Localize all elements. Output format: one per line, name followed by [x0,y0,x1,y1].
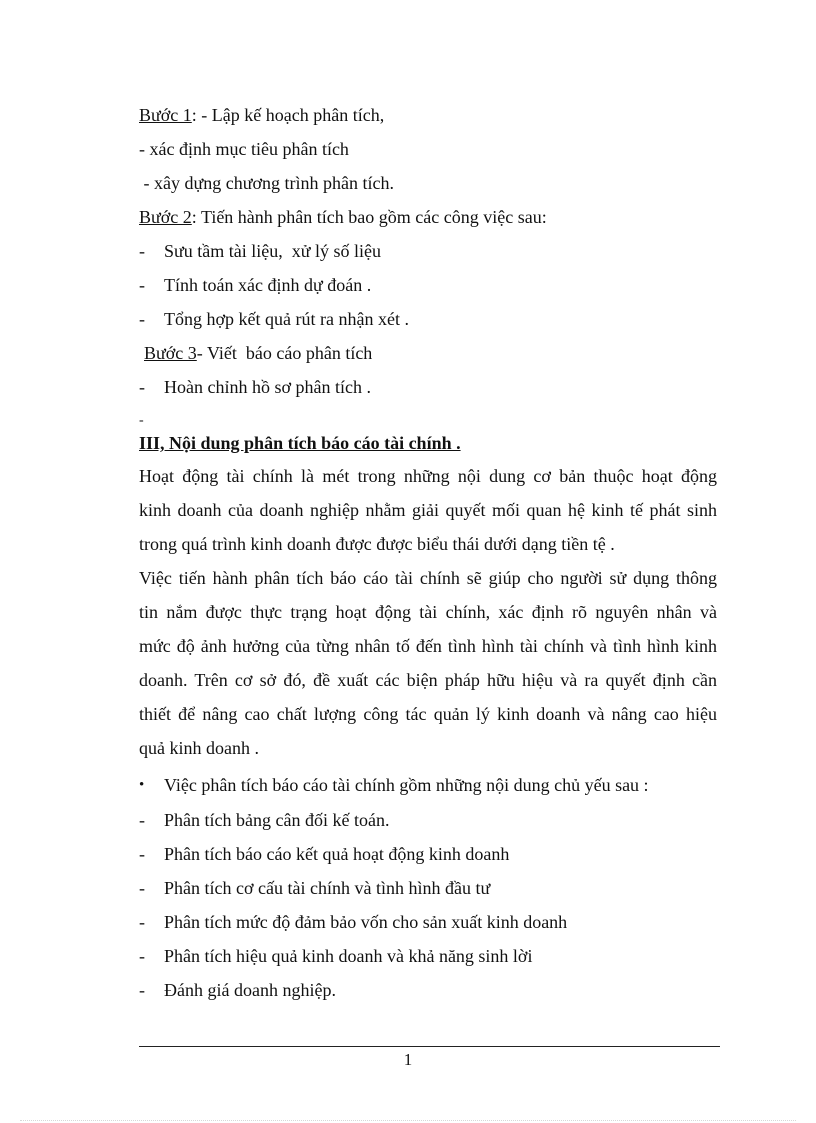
dash-mark: - [139,844,145,864]
content-item-text: Phân tích cơ cấu tài chính và tình hình đầu tư [164,878,491,898]
paragraph2-line-1: Việc tiến hành phân tích báo cáo tài chính sẽ giúp cho người sử dụng thông [139,568,717,588]
step3-text: - Viết báo cáo phân tích [196,343,373,363]
step1-label: Bước 1 [139,105,192,125]
paragraph1-line-2: kinh doanh của doanh nghiệp nhằm giải quyết mối quan hệ kinh tế phát sinh [139,500,717,520]
step2-text: : Tiến hành phân tích bao gồm các công việc sau: [191,207,547,227]
content-intro-text: Việc phân tích báo cáo tài chính gồm những nội dung chủ yếu sau : [164,775,649,795]
step2-item-text: Sưu tầm tài liệu, xử lý số liệu [164,241,381,261]
content-item-text: Phân tích hiệu quả kinh doanh và khả năng sinh lời [164,946,533,966]
page-edge-divider [20,1120,796,1121]
paragraph2-line-2: tin nắm được thực trạng hoạt động tài chính, xác định rõ nguyên nhân và [139,602,717,622]
footer-rule [139,1046,720,1047]
page-number: 1 [403,1050,413,1069]
paragraph2-line-6: quả kinh doanh . [139,738,259,758]
content-item-text: Phân tích mức độ đảm bảo vốn cho sản xuất kinh doanh [164,912,568,932]
paragraph1-line-1: Hoạt động tài chính là mét trong những nội dung cơ bản thuộc hoạt động [139,466,717,486]
step3-item-text: Hoàn chỉnh hồ sơ phân tích . [164,377,371,397]
dash-mark: - [139,912,145,932]
step1-sub-1: - xác định mục tiêu phân tích [139,139,349,159]
step1-line [139,104,384,126]
content-item-text: Phân tích báo cáo kết quả hoạt động kinh doanh [164,844,510,864]
dash-mark: - [139,946,145,966]
step3-label: Bước 3 [144,343,197,363]
lone-dash: - [139,413,144,428]
dash-mark: - [139,377,145,397]
step2-label: Bước 2 [139,207,192,227]
step2-item-text: Tổng hợp kết quả rút ra nhận xét . [164,309,409,329]
bullet-mark: • [139,777,145,793]
step2-line [139,206,547,228]
dash-mark: - [139,275,145,295]
paragraph1-line-3: trong quá trình kinh doanh được được biểu thái dưới dạng tiền tệ . [139,534,615,554]
paragraph2-line-5: thiết để nâng cao chất lượng công tác quản lý kinh doanh và nâng cao hiệu [139,704,717,724]
step1-text: : - Lập kế hoạch phân tích, [191,105,385,125]
dash-mark: - [139,309,145,329]
content-item-text: Phân tích bảng cân đối kế toán. [164,810,390,830]
step2-item-text: Tính toán xác định dự đoán . [164,275,372,295]
dash-mark: - [139,241,145,261]
paragraph2-line-4: doanh. Trên cơ sở đó, đề xuất các biện pháp hữu hiệu và ra quyết định cần [139,670,717,690]
dash-mark: - [139,980,145,1000]
content-item-text: Đánh giá doanh nghiệp. [164,980,336,1000]
section-heading: III, Nội dung phân tích báo cáo tài chính . [139,433,461,453]
dash-mark: - [139,878,145,898]
paragraph2-line-3: mức độ ảnh hưởng của từng nhân tố đến tình hình tài chính và tình hình kinh [139,636,717,656]
dash-mark: - [139,810,145,830]
step3-line [144,342,372,364]
step1-sub-2: - xây dựng chương trình phân tích. [139,173,394,193]
